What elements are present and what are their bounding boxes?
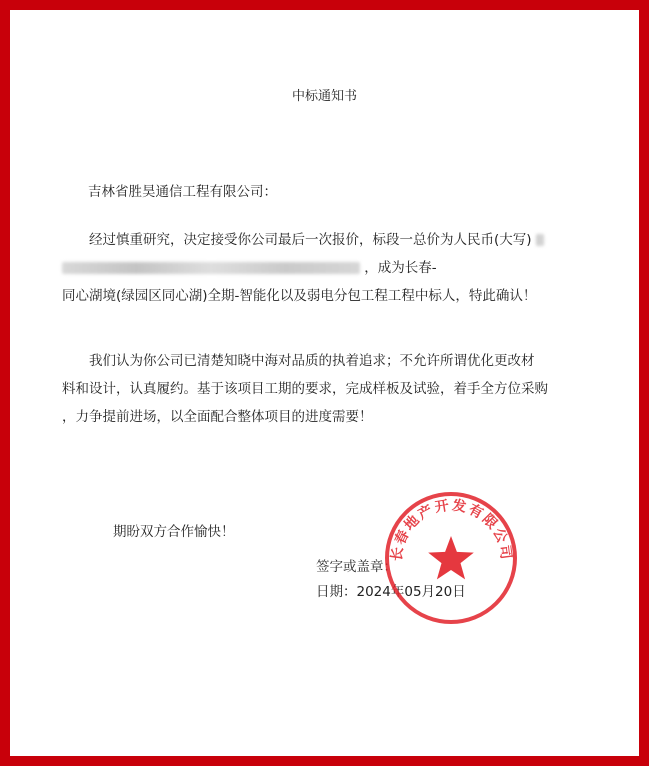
company-seal-stamp (383, 490, 519, 626)
document-title: 中标通知书 (291, 89, 357, 104)
paragraph-award-line-3: 同心湖境(绿园区同心湖)全期-智能化以及弱电分包工程工程中标人，特此确认！ (62, 288, 537, 304)
seal-star-icon (428, 536, 474, 579)
date-line: 日期：2024年05月20日 (316, 584, 466, 600)
signature-label: 签字或盖章： (316, 559, 397, 575)
redacted-amount-start (536, 234, 544, 246)
closing-line: 期盼双方合作愉快！ (113, 524, 235, 540)
redacted-amount (62, 262, 360, 274)
award-text-line-2: ，成为长春- (364, 260, 437, 276)
paragraph-requirements-line-3: ，力争提前进场，以全面配合整体项目的进度需要！ (62, 409, 373, 425)
recipient-line: 吉林省胜昊通信工程有限公司： (88, 184, 277, 200)
award-text-line-1: 经过慎重研究，决定接受你公司最后一次报价，标段一总价为人民币(大写) (89, 232, 532, 248)
seal-text: 长春地产开发有限公司 (388, 497, 515, 563)
seal-graphic (383, 490, 519, 626)
paragraph-requirements-line-1: 我们认为你公司已清楚知晓中海对品质的执着追求；不允许所谓优化更改材 (89, 353, 535, 369)
notice-document (10, 10, 639, 756)
paragraph-requirements-line-2: 料和设计，认真履约。基于该项目工期的要求，完成样板及试验，着手全方位采购 (62, 381, 548, 397)
paragraph-award-line-1 (62, 226, 572, 254)
paragraph-requirements (62, 347, 572, 431)
paragraph-award (62, 226, 572, 310)
paragraph-award-line-2 (62, 254, 572, 282)
